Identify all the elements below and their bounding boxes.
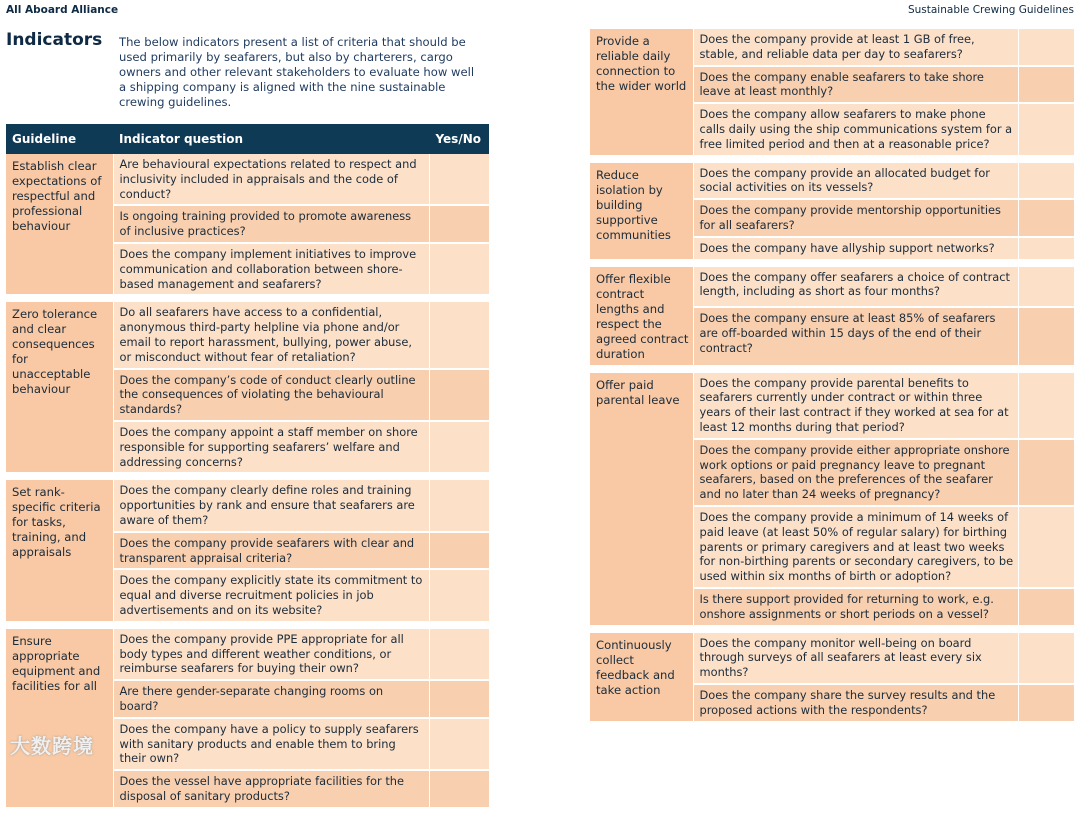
- table-row: [590, 29, 1074, 66]
- yes-no-answer-cell[interactable]: [1018, 159, 1074, 200]
- indicator-question: Does the company provide an allocated budget for social activities on its vessels?: [693, 159, 1018, 200]
- indicator-question: Does the company’s code of conduct clearly outline the consequences of violating the behavioural standards?: [113, 369, 429, 421]
- yes-no-answer-cell[interactable]: [1018, 66, 1074, 104]
- yes-no-answer-cell[interactable]: [1018, 439, 1074, 506]
- indicator-question: Do all seafarers have access to a confidential, anonymous third-party helpline via phone and/or email to report harassment, bullying, power abuse, or misconduct without fear of retaliation?: [113, 298, 429, 368]
- yes-no-answer-cell[interactable]: [1018, 199, 1074, 237]
- indicator-question: Is there support provided for returning to work, e.g. onshore assignments or short periods on a vessel?: [693, 588, 1018, 629]
- indicator-question: Does the company explicitly state its commitment to equal and diverse recruitment policies in job advertisements and on its website?: [113, 569, 429, 624]
- indicators-table-right: [590, 29, 1074, 729]
- yes-no-answer-cell[interactable]: [1018, 307, 1074, 368]
- indicator-question: Does the company provide seafarers with clear and transparent appraisal criteria?: [113, 532, 429, 570]
- yes-no-answer-cell[interactable]: [1018, 684, 1074, 725]
- indicator-question: Does the company share the survey results and the proposed actions with the respondents?: [693, 684, 1018, 725]
- yes-no-answer-cell[interactable]: [429, 532, 489, 570]
- indicator-question: Does the vessel have appropriate facilities for the disposal of sanitary products?: [113, 770, 429, 811]
- table-row: [6, 625, 489, 680]
- yes-no-answer-cell[interactable]: [429, 680, 489, 718]
- guideline-cell: Ensure appropriate equipment and facilities for all: [6, 625, 113, 811]
- yes-no-answer-cell[interactable]: [429, 770, 489, 811]
- col-header-yesno: Yes/No: [429, 124, 489, 154]
- guideline-cell: Zero tolerance and clear consequences for unacceptable behaviour: [6, 298, 113, 476]
- guideline-cell: Reduce isolation by building supportive communities: [590, 159, 693, 263]
- indicator-question: Does the company provide mentorship opportunities for all seafarers?: [693, 199, 1018, 237]
- indicator-question: Does the company implement initiatives to improve communication and collaboration between shore-based management and seafarers?: [113, 243, 429, 298]
- indicator-question: Does the company monitor well-being on board through surveys of all seafarers at least every six months?: [693, 629, 1018, 684]
- yes-no-answer-cell[interactable]: [1018, 369, 1074, 439]
- org-name: All Aboard Alliance: [6, 4, 119, 16]
- yes-no-answer-cell[interactable]: [1018, 263, 1074, 308]
- yes-no-answer-cell[interactable]: [429, 569, 489, 624]
- indicator-question: Does the company appoint a staff member on shore responsible for supporting seafarers’ welfare and addressing concerns?: [113, 421, 429, 476]
- document-title: Sustainable Crewing Guidelines: [907, 4, 1074, 16]
- yes-no-answer-cell[interactable]: [429, 369, 489, 421]
- indicator-question: Does the company provide either appropriate onshore work options or paid pregnancy leave to pregnant seafarers, based on the preferences of the seafarer and no later than 24 weeks of pregnancy?: [693, 439, 1018, 506]
- table-row: [6, 154, 489, 205]
- indicator-question: Are behavioural expectations related to respect and inclusivity included in appraisals and the code of conduct?: [113, 154, 429, 205]
- yes-no-answer-cell[interactable]: [429, 298, 489, 368]
- yes-no-answer-cell[interactable]: [1018, 103, 1074, 158]
- indicator-question: Is ongoing training provided to promote awareness of inclusive practices?: [113, 205, 429, 243]
- table-row: [590, 263, 1074, 308]
- col-header-guideline: Guideline: [6, 124, 113, 154]
- yes-no-answer-cell[interactable]: [429, 154, 489, 205]
- table-row: [590, 159, 1074, 200]
- guideline-cell: Set rank-specific criteria for tasks, training, and appraisals: [6, 476, 113, 624]
- watermark-logo: 大数跨境: [10, 734, 94, 758]
- indicator-question: Does the company provide a minimum of 14 weeks of paid leave (at least 50% of regular salary) for birthing parents or primary caregivers and at least two weeks for non-birthing parents or secondary caregivers, to be used within six months of birth or adoption?: [693, 506, 1018, 588]
- guideline-cell: Offer paid parental leave: [590, 369, 693, 629]
- intro-paragraph: The below indicators present a list of criteria that should be used primarily by seafarers, but also by charterers, cargo owners and other relevant stakeholders to evaluate how well a shipping company is aligned with the nine sustainable crewing guidelines.: [119, 35, 475, 109]
- guideline-cell: Establish clear expectations of respectful and professional behaviour: [6, 154, 113, 298]
- guideline-cell: Provide a reliable daily connection to the wider world: [590, 29, 693, 159]
- table-row: [6, 298, 489, 368]
- yes-no-answer-cell[interactable]: [1018, 629, 1074, 684]
- indicator-question: Does the company allow seafarers to make phone calls daily using the ship communications system for a free limited period and then at a reasonable price?: [693, 103, 1018, 158]
- indicator-question: Does the company offer seafarers a choice of contract length, including as short as four months?: [693, 263, 1018, 308]
- yes-no-answer-cell[interactable]: [429, 718, 489, 770]
- indicator-question: Does the company have allyship support networks?: [693, 237, 1018, 263]
- yes-no-answer-cell[interactable]: [1018, 29, 1074, 66]
- indicators-table-left: [6, 124, 489, 815]
- indicator-question: Does the company enable seafarers to take shore leave at least monthly?: [693, 66, 1018, 104]
- yes-no-answer-cell[interactable]: [1018, 237, 1074, 263]
- yes-no-answer-cell[interactable]: [429, 625, 489, 680]
- indicator-question: Does the company clearly define roles and training opportunities by rank and ensure that seafarers are aware of them?: [113, 476, 429, 531]
- indicator-question: Are there gender-separate changing rooms on board?: [113, 680, 429, 718]
- table-row: [6, 476, 489, 531]
- yes-no-answer-cell[interactable]: [429, 421, 489, 476]
- page-title: Indicators: [6, 30, 103, 50]
- indicator-question: Does the company provide parental benefits to seafarers currently under contract or within three years of their last contract if they worked at sea for at least 12 months during that period?: [693, 369, 1018, 439]
- col-header-indicator: Indicator question: [113, 124, 429, 154]
- yes-no-answer-cell[interactable]: [1018, 588, 1074, 629]
- indicator-question: Does the company provide PPE appropriate for all body types and different weather conditions, or reimburse seafarers for buying their own?: [113, 625, 429, 680]
- indicator-question: Does the company provide at least 1 GB of free, stable, and reliable data per day to seafarers?: [693, 29, 1018, 66]
- guideline-cell: Offer flexible contract lengths and respect the agreed contract duration: [590, 263, 693, 369]
- table-row: [590, 629, 1074, 684]
- yes-no-answer-cell[interactable]: [1018, 506, 1074, 588]
- table-row: [590, 369, 1074, 439]
- indicator-question: Does the company have a policy to supply seafarers with sanitary products and enable them to bring their own?: [113, 718, 429, 770]
- indicator-question: Does the company ensure at least 85% of seafarers are off-boarded within 15 days of the end of their contract?: [693, 307, 1018, 368]
- yes-no-answer-cell[interactable]: [429, 243, 489, 298]
- yes-no-answer-cell[interactable]: [429, 205, 489, 243]
- guideline-cell: Continuously collect feedback and take action: [590, 629, 693, 725]
- yes-no-answer-cell[interactable]: [429, 476, 489, 531]
